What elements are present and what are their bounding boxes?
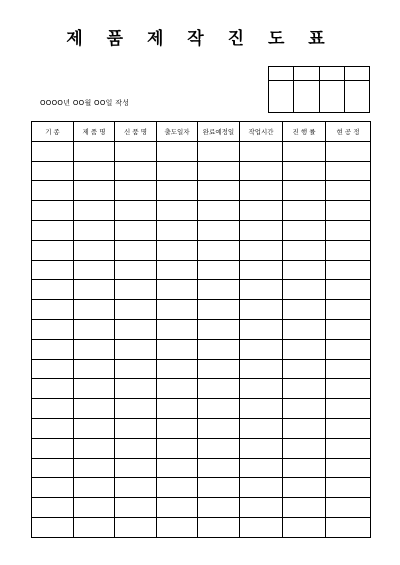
table-cell[interactable] (240, 478, 283, 498)
table-cell[interactable] (283, 240, 326, 260)
table-cell[interactable] (326, 379, 371, 399)
table-cell[interactable] (157, 458, 198, 478)
table-cell[interactable] (32, 280, 74, 300)
table-cell[interactable] (198, 240, 240, 260)
column-header: 출도일자 (157, 122, 198, 142)
table-cell[interactable] (326, 240, 371, 260)
table-cell[interactable] (326, 181, 371, 201)
table-row (32, 478, 371, 498)
column-header: 완료예정일 (198, 122, 240, 142)
column-header: 제 품 명 (74, 122, 115, 142)
table-cell[interactable] (198, 141, 240, 161)
table-cell[interactable] (240, 498, 283, 518)
table-cell[interactable] (32, 260, 74, 280)
table-cell[interactable] (283, 319, 326, 339)
table-cell[interactable] (74, 181, 115, 201)
table-cell[interactable] (283, 399, 326, 419)
table-cell[interactable] (74, 201, 115, 221)
table-cell[interactable] (326, 498, 371, 518)
table-cell[interactable] (198, 220, 240, 240)
table-cell[interactable] (32, 339, 74, 359)
table-cell[interactable] (32, 379, 74, 399)
table-cell[interactable] (326, 161, 371, 181)
table-cell[interactable] (157, 220, 198, 240)
table-cell[interactable] (240, 418, 283, 438)
table-cell[interactable] (74, 399, 115, 419)
table-cell[interactable] (283, 379, 326, 399)
table-cell[interactable] (115, 359, 157, 379)
table-cell[interactable] (115, 458, 157, 478)
table-cell[interactable] (198, 201, 240, 221)
table-cell[interactable] (240, 339, 283, 359)
table-cell[interactable] (283, 339, 326, 359)
table-row (32, 161, 371, 181)
table-cell[interactable] (32, 161, 74, 181)
table-cell[interactable] (283, 260, 326, 280)
approval-header-cell (294, 67, 319, 81)
table-cell[interactable] (240, 300, 283, 320)
table-row (32, 517, 371, 537)
table-cell[interactable] (74, 517, 115, 537)
table-row (32, 339, 371, 359)
table-cell[interactable] (157, 339, 198, 359)
table-cell[interactable] (326, 517, 371, 537)
table-cell[interactable] (115, 379, 157, 399)
table-cell[interactable] (74, 260, 115, 280)
table-cell[interactable] (32, 438, 74, 458)
table-cell[interactable] (326, 399, 371, 419)
table-cell[interactable] (283, 517, 326, 537)
table-cell[interactable] (32, 458, 74, 478)
table-cell[interactable] (32, 498, 74, 518)
table-cell[interactable] (198, 339, 240, 359)
approval-sign-cell (269, 81, 294, 113)
table-cell[interactable] (74, 478, 115, 498)
table-cell[interactable] (326, 339, 371, 359)
table-cell[interactable] (115, 438, 157, 458)
column-header: 진 행 률 (283, 122, 326, 142)
table-cell[interactable] (198, 379, 240, 399)
table-cell[interactable] (198, 161, 240, 181)
table-cell[interactable] (283, 220, 326, 240)
table-row (32, 379, 371, 399)
table-row (32, 418, 371, 438)
table-cell[interactable] (240, 141, 283, 161)
table-cell[interactable] (283, 201, 326, 221)
table-cell[interactable] (326, 280, 371, 300)
table-cell[interactable] (283, 478, 326, 498)
table-cell[interactable] (326, 141, 371, 161)
table-cell[interactable] (74, 379, 115, 399)
table-cell[interactable] (326, 300, 371, 320)
table-cell[interactable] (115, 300, 157, 320)
table-cell[interactable] (283, 458, 326, 478)
table-row (32, 220, 371, 240)
table-cell[interactable] (283, 280, 326, 300)
column-header: 기 종 (32, 122, 74, 142)
table-cell[interactable] (157, 141, 198, 161)
table-cell[interactable] (74, 240, 115, 260)
table-cell[interactable] (326, 458, 371, 478)
table-cell[interactable] (157, 399, 198, 419)
table-cell[interactable] (32, 220, 74, 240)
table-cell[interactable] (157, 359, 198, 379)
approval-sign-cell (294, 81, 319, 113)
table-cell[interactable] (326, 220, 371, 240)
table-cell[interactable] (240, 201, 283, 221)
table-cell[interactable] (115, 399, 157, 419)
table-cell[interactable] (115, 339, 157, 359)
table-cell[interactable] (74, 319, 115, 339)
table-cell[interactable] (115, 161, 157, 181)
table-cell[interactable] (32, 478, 74, 498)
table-cell[interactable] (198, 438, 240, 458)
document-title: 제 품 제 작 진 도 표 (66, 29, 334, 49)
table-cell[interactable] (115, 498, 157, 518)
table-row (32, 319, 371, 339)
table-cell[interactable] (240, 161, 283, 181)
table-cell[interactable] (115, 319, 157, 339)
table-row (32, 498, 371, 518)
table-cell[interactable] (157, 280, 198, 300)
table-row (32, 359, 371, 379)
table-cell[interactable] (240, 280, 283, 300)
table-cell[interactable] (74, 280, 115, 300)
column-header: 신 품 명 (115, 122, 157, 142)
table-cell[interactable] (326, 478, 371, 498)
table-cell[interactable] (74, 220, 115, 240)
table-cell[interactable] (240, 220, 283, 240)
table-cell[interactable] (240, 458, 283, 478)
approval-header-cell (319, 67, 344, 81)
table-row (32, 181, 371, 201)
table-cell[interactable] (240, 517, 283, 537)
table-cell[interactable] (74, 339, 115, 359)
table-row (32, 280, 371, 300)
table-cell[interactable] (198, 478, 240, 498)
table-cell[interactable] (157, 517, 198, 537)
table-cell[interactable] (32, 319, 74, 339)
table-row (32, 300, 371, 320)
table-cell[interactable] (74, 161, 115, 181)
table-cell[interactable] (283, 300, 326, 320)
column-header: 현 공 정 (326, 122, 371, 142)
table-cell[interactable] (240, 359, 283, 379)
table-row (32, 141, 371, 161)
table-cell[interactable] (115, 260, 157, 280)
table-cell[interactable] (32, 517, 74, 537)
table-cell[interactable] (198, 319, 240, 339)
table-cell[interactable] (326, 418, 371, 438)
table-cell[interactable] (198, 498, 240, 518)
table-cell[interactable] (74, 418, 115, 438)
table-cell[interactable] (157, 438, 198, 458)
table-cell[interactable] (115, 517, 157, 537)
table-cell[interactable] (157, 478, 198, 498)
table-cell[interactable] (283, 438, 326, 458)
table-cell[interactable] (283, 418, 326, 438)
table-cell[interactable] (74, 359, 115, 379)
table-cell[interactable] (115, 280, 157, 300)
table-cell[interactable] (198, 300, 240, 320)
table-cell[interactable] (198, 359, 240, 379)
table-cell[interactable] (240, 319, 283, 339)
table-cell[interactable] (157, 498, 198, 518)
table-cell[interactable] (157, 240, 198, 260)
table-cell[interactable] (157, 300, 198, 320)
table-cell[interactable] (32, 201, 74, 221)
table-cell[interactable] (198, 280, 240, 300)
table-cell[interactable] (198, 260, 240, 280)
table-cell[interactable] (115, 181, 157, 201)
approval-sign-cell (344, 81, 369, 113)
table-cell[interactable] (283, 141, 326, 161)
column-header: 작업시간 (240, 122, 283, 142)
table-cell[interactable] (283, 181, 326, 201)
table-cell[interactable] (198, 458, 240, 478)
table-header-row (32, 122, 371, 142)
table-cell[interactable] (326, 260, 371, 280)
table-cell[interactable] (74, 458, 115, 478)
table-cell[interactable] (326, 319, 371, 339)
date-written-line: OOOO년 OO월 OO일 작성 (40, 99, 130, 107)
table-cell[interactable] (32, 300, 74, 320)
table-cell[interactable] (115, 201, 157, 221)
table-cell[interactable] (74, 141, 115, 161)
approval-sign-cell (319, 81, 344, 113)
table-row (32, 260, 371, 280)
table-row (32, 201, 371, 221)
table-cell[interactable] (115, 418, 157, 438)
table-cell[interactable] (74, 438, 115, 458)
table-cell[interactable] (198, 418, 240, 438)
table-cell[interactable] (157, 260, 198, 280)
table-cell[interactable] (283, 161, 326, 181)
table-cell[interactable] (326, 201, 371, 221)
table-cell[interactable] (157, 181, 198, 201)
approval-box (268, 66, 370, 113)
approval-header-cell (269, 67, 294, 81)
table-cell[interactable] (326, 359, 371, 379)
table-cell[interactable] (240, 379, 283, 399)
table-cell[interactable] (157, 418, 198, 438)
table-row (32, 240, 371, 260)
table-cell[interactable] (240, 181, 283, 201)
table-cell[interactable] (157, 161, 198, 181)
table-cell[interactable] (240, 438, 283, 458)
table-cell[interactable] (115, 240, 157, 260)
table-cell[interactable] (32, 418, 74, 438)
progress-table (31, 121, 371, 538)
table-cell[interactable] (326, 438, 371, 458)
table-cell[interactable] (32, 359, 74, 379)
table-cell[interactable] (115, 478, 157, 498)
table-cell[interactable] (157, 201, 198, 221)
table-cell[interactable] (32, 181, 74, 201)
table-cell[interactable] (240, 240, 283, 260)
table-cell[interactable] (32, 240, 74, 260)
table-cell[interactable] (240, 260, 283, 280)
table-cell[interactable] (74, 300, 115, 320)
table-cell[interactable] (198, 517, 240, 537)
table-cell[interactable] (115, 220, 157, 240)
table-cell[interactable] (32, 141, 74, 161)
approval-header-cell (344, 67, 369, 81)
table-row (32, 458, 371, 478)
table-row (32, 438, 371, 458)
table-cell[interactable] (157, 319, 198, 339)
table-cell[interactable] (198, 399, 240, 419)
table-cell[interactable] (283, 359, 326, 379)
table-cell[interactable] (240, 399, 283, 419)
table-cell[interactable] (74, 498, 115, 518)
table-cell[interactable] (283, 498, 326, 518)
table-cell[interactable] (32, 399, 74, 419)
table-cell[interactable] (198, 181, 240, 201)
table-cell[interactable] (115, 141, 157, 161)
table-row (32, 399, 371, 419)
table-cell[interactable] (157, 379, 198, 399)
